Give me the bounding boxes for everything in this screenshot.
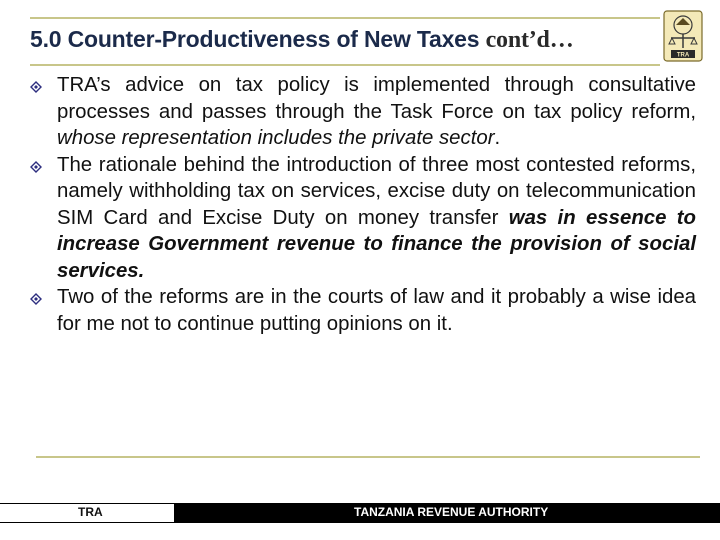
bullet-text-part: .	[494, 127, 501, 149]
bullet-text	[57, 72, 696, 152]
bullet-text-part: Two of the reforms are in the courts of law and it probably a wise idea for me not to continue putting opinions on it.	[57, 286, 696, 335]
bullet-item	[30, 284, 696, 337]
tra-logo-icon	[663, 10, 703, 62]
slide-title-main: 5.0 Counter-Productiveness of New Taxes	[30, 26, 480, 52]
bullet-item	[30, 152, 696, 285]
bullet-text	[57, 152, 696, 285]
footer-right-label: TANZANIA REVENUE AUTHORITY	[354, 505, 549, 519]
title-bottom-rule	[30, 64, 660, 66]
logo-lettering: TRA	[676, 52, 690, 59]
slide-title-suffix: cont’d…	[485, 27, 574, 53]
footer-left-panel	[0, 503, 174, 523]
footer-rule	[36, 456, 700, 458]
bullet-item	[30, 72, 696, 152]
diamond-bullet-icon	[30, 161, 42, 173]
slide-title	[30, 26, 574, 54]
diamond-bullet-icon	[30, 81, 42, 93]
bullet-text-bold-italic: was in essence to increase Government revenue to finance the provision of social services.	[57, 206, 696, 282]
bullet-text	[57, 284, 696, 337]
bullet-text-part: The rationale behind the introduction of three most contested reforms, namely withholding tax on services, excise duty on telecommunication SIM Card and Excise Duty on money transfer	[57, 153, 696, 229]
footer-right-bar	[174, 503, 720, 523]
bullet-list	[30, 72, 696, 337]
footer-left-label: TRA	[78, 505, 103, 519]
bullet-text-part: TRA’s advice on tax policy is implemented through consultative processes and passes through the Task Force on tax policy reform,	[57, 74, 696, 123]
bullet-text-italic: whose representation includes the private sector	[57, 127, 495, 149]
title-top-rule	[30, 17, 660, 19]
diamond-bullet-icon	[30, 293, 42, 305]
